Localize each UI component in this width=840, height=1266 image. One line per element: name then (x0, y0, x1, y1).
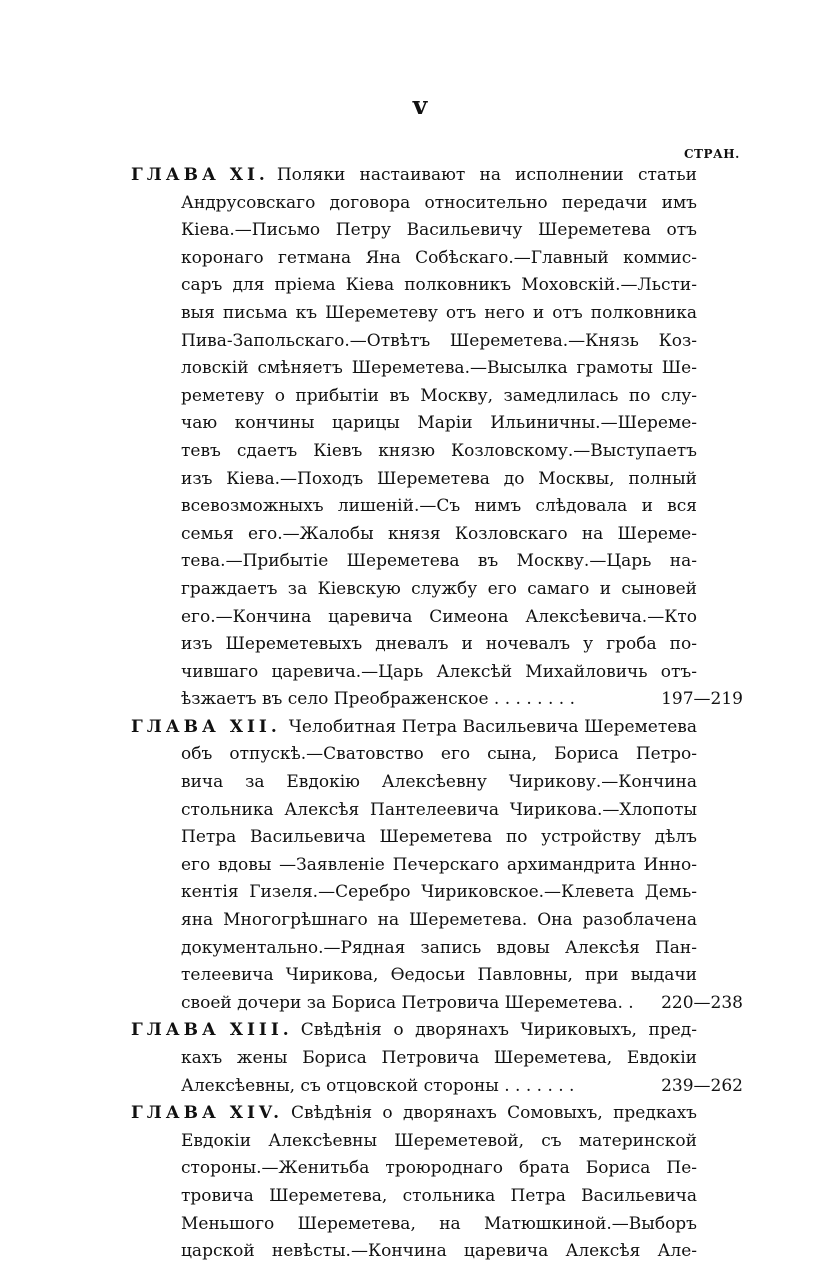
toc-line-text: тевъ сдаетъ Кіевъ князю Козловскому.—Выступаетъ (181, 440, 697, 461)
toc-line-text: Евдокіи Алексѣевны Шереметевой, съ материнской (181, 1130, 697, 1151)
toc-line-text: его вдовы —Заявленіе Печерскаго архимандрита Инно- (181, 854, 697, 875)
toc-line (131, 1100, 743, 1128)
toc-line-text: Андрусовскаго договора относительно передачи имъ (181, 192, 697, 213)
toc-line-text: всевозможныхъ лишеній.—Съ нимъ слѣдовала и вся (181, 496, 697, 517)
toc-line-text: ловскій смѣняетъ Шереметева.—Высылка грамоты Ше- (181, 358, 697, 379)
table-of-contents (131, 162, 743, 1266)
toc-line-text: выя письма къ Шереметеву отъ него и отъ полковника (181, 302, 697, 323)
toc-line-text: телеевича Чирикова, Ѳедосьи Павловны, при выдачи (181, 965, 697, 986)
toc-line-text: тева.—Прибытіе Шереметева въ Москву.—Царь на- (181, 551, 697, 572)
toc-entry-chapter-14[interactable] (131, 1100, 743, 1266)
toc-line-text: царской невѣсты.—Кончина царевича Алексѣя Але- (181, 1241, 697, 1262)
toc-line-text: Петра Васильевича Шереметева по устройству дѣлъ (181, 827, 697, 848)
toc-line-text: Поляки настаивают на исполнении статьи (276, 165, 697, 185)
toc-entry-chapter-13[interactable] (131, 1017, 743, 1100)
toc-line-text: стороны.—Женитьба троюроднаго брата Бориса Пе- (181, 1158, 697, 1179)
toc-line-text: коронаго гетмана Яна Собѣскаго.—Главный коммис- (181, 247, 697, 268)
toc-line-text: вича за Евдокію Алексѣевну Чирикову.—Кончина (181, 772, 697, 793)
toc-line-text: Пива-Запольскаго.—Отвѣтъ Шереметева.—Князь Коз- (181, 330, 697, 351)
toc-line-text: Меньшого Шереметева, на Матюшкиной.—Выборъ (181, 1213, 697, 1234)
page-range: 220—238 (661, 992, 743, 1013)
toc-line-text: стольника Алексѣя Пантелеевича Чирикова.—Хлопоты (181, 799, 697, 820)
page-range: 197—219 (661, 689, 743, 710)
toc-line-text: граждаетъ за Кіевскую службу его самаго и сыновей (181, 578, 697, 599)
toc-line (131, 1017, 743, 1045)
toc-line-text: яна Многогрѣшнаго на Шереметева. Она разоблачена (181, 910, 697, 931)
toc-line-text: своей дочери за Бориса Петровича Шереметева. . (181, 992, 634, 1013)
toc-line (131, 714, 743, 742)
toc-line-text: кентія Гизеля.—Серебро Чириковское.—Клевета Демь- (181, 882, 697, 903)
toc-line-text: Свѣдѣнія о дворянахъ Сомовыхъ, предкахъ (291, 1103, 697, 1124)
toc-line-text: семья его.—Жалобы князя Козловскаго на Шереме- (181, 523, 697, 544)
toc-line-text: реметеву о прибытіи въ Москву, замедлилась по слу- (181, 385, 697, 406)
toc-line-text: чившаго царевича.—Царь Алексѣй Михайловичь отъ- (181, 661, 697, 682)
toc-line-text: изъ Кіева.—Походъ Шереметева до Москвы, полный (181, 468, 697, 489)
page-range: 239—262 (661, 1075, 743, 1096)
page-number: v (412, 91, 428, 120)
toc-line-text: изъ Шереметевыхъ дневалъ и ночевалъ у гроба по- (181, 634, 697, 655)
toc-line-text: ѣзжаетъ въ село Преображенское . . . . . . . . (181, 689, 575, 710)
toc-line-text: Челобитная Петра Васильевича Шереметева (288, 716, 697, 737)
toc-entry-chapter-12[interactable] (131, 714, 743, 1018)
toc-line-text: саръ для пріема Кіева полковникъ Моховскій.—Льсти- (181, 275, 697, 296)
toc-line-text: его.—Кончина царевича Симеона Алексѣевича.—Кто (181, 606, 697, 627)
toc-line (131, 162, 743, 190)
toc-line-text: Свѣдѣнія о дворянахъ Чириковыхъ, пред- (300, 1020, 697, 1041)
toc-line-text: чаю кончины царицы Маріи Ильиничны.—Шереме- (181, 413, 697, 434)
toc-line-text: документально.—Рядная запись вдовы Алексѣя Пан- (181, 937, 697, 958)
toc-line-text: тровича Шереметева, стольника Петра Васильевича (181, 1185, 697, 1206)
chapter-label: ГЛАВА XIV. (131, 1103, 284, 1124)
toc-line-text: кахъ жены Бориса Петровича Шереметева, Евдокіи (181, 1048, 697, 1068)
toc-entry-chapter-11[interactable] (131, 162, 743, 714)
chapter-label: ГЛАВА XII. (131, 716, 281, 737)
toc-line-text: объ отпускѣ.—Сватовство его сына, Бориса Петро- (181, 744, 697, 765)
chapter-label: ГЛАВА XIII. (131, 1020, 293, 1041)
chapter-label: ГЛАВА XI. (131, 165, 269, 185)
toc-line-text: Кіева.—Письмо Петру Васильевичу Шереметева отъ (181, 220, 697, 241)
page-column-header: СТРАН. (684, 147, 740, 161)
toc-line-text: Алексѣевны, съ отцовской стороны . . . . . . . (181, 1075, 575, 1096)
